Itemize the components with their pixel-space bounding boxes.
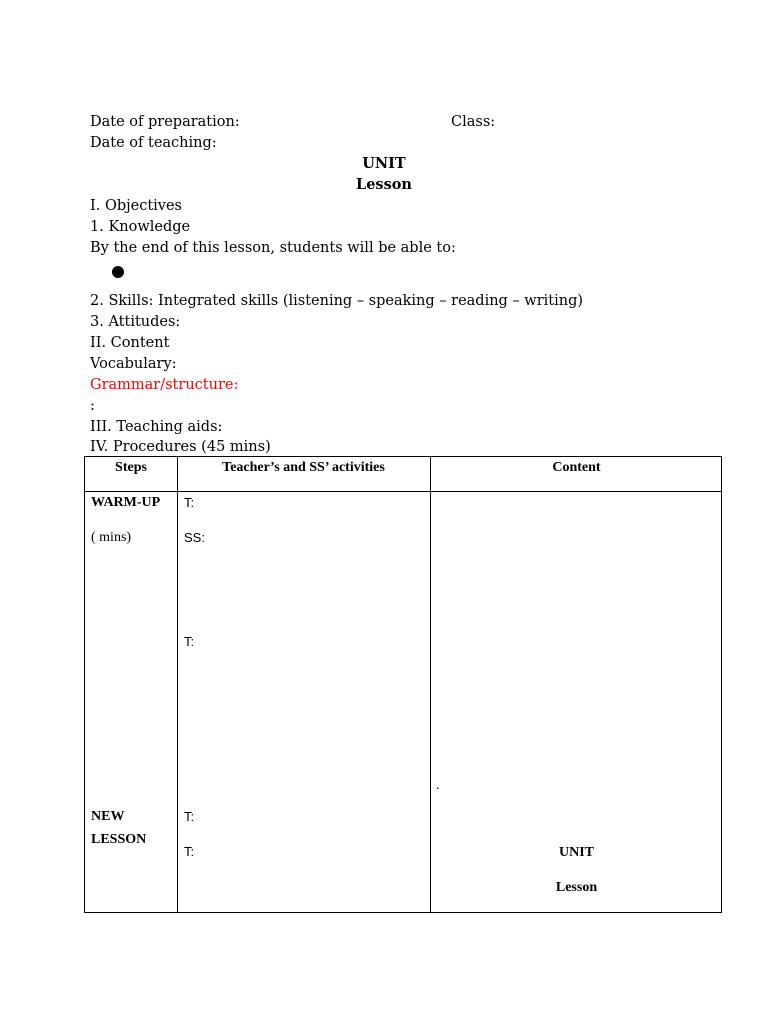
table-divider xyxy=(430,457,431,912)
date-of-teaching-label: Date of teaching: xyxy=(90,135,217,151)
column-header-steps: Steps xyxy=(115,460,147,475)
objectives-intro: By the end of this lesson, students will be able to: xyxy=(90,240,456,256)
step-warm-up-mins: ( mins) xyxy=(91,530,132,545)
attitudes-line: 3. Attitudes: xyxy=(90,314,181,330)
step-lesson: LESSON xyxy=(91,832,147,847)
content-lesson: Lesson xyxy=(555,880,598,895)
class-label: Class: xyxy=(451,114,496,130)
teacher-activity: T: xyxy=(184,809,195,824)
bullet-point xyxy=(112,266,124,278)
date-of-preparation-label: Date of preparation: xyxy=(90,114,240,130)
step-warm-up: WARM-UP xyxy=(91,495,161,510)
procedures-table xyxy=(84,456,722,913)
table-header-divider xyxy=(85,491,721,492)
content-dot: . xyxy=(436,778,440,793)
teaching-aids-heading: III. Teaching aids: xyxy=(90,419,223,435)
skills-line: 2. Skills: Integrated skills (listening – speaking – reading – writing) xyxy=(90,293,584,309)
content-heading: II. Content xyxy=(90,335,170,351)
column-header-content: Content xyxy=(552,460,601,475)
teacher-activity: T: xyxy=(184,634,195,649)
step-new: NEW xyxy=(91,809,125,824)
knowledge-heading: 1. Knowledge xyxy=(90,219,191,235)
content-unit: UNIT xyxy=(558,845,594,860)
teacher-activity: T: xyxy=(184,495,195,510)
table-divider xyxy=(177,457,178,912)
objectives-heading: I. Objectives xyxy=(90,198,182,214)
grammar-structure-label: Grammar/structure: xyxy=(90,377,239,393)
students-activity: SS: xyxy=(184,530,205,545)
column-header-activities: Teacher’s and SS’ activities xyxy=(222,460,385,475)
unit-heading: UNIT xyxy=(362,155,406,172)
vocabulary-label: Vocabulary: xyxy=(90,356,177,372)
teacher-activity: T: xyxy=(184,844,195,859)
colon-line: : xyxy=(90,398,95,414)
lesson-heading: Lesson xyxy=(356,176,412,193)
procedures-heading: IV. Procedures (45 mins) xyxy=(90,439,271,455)
